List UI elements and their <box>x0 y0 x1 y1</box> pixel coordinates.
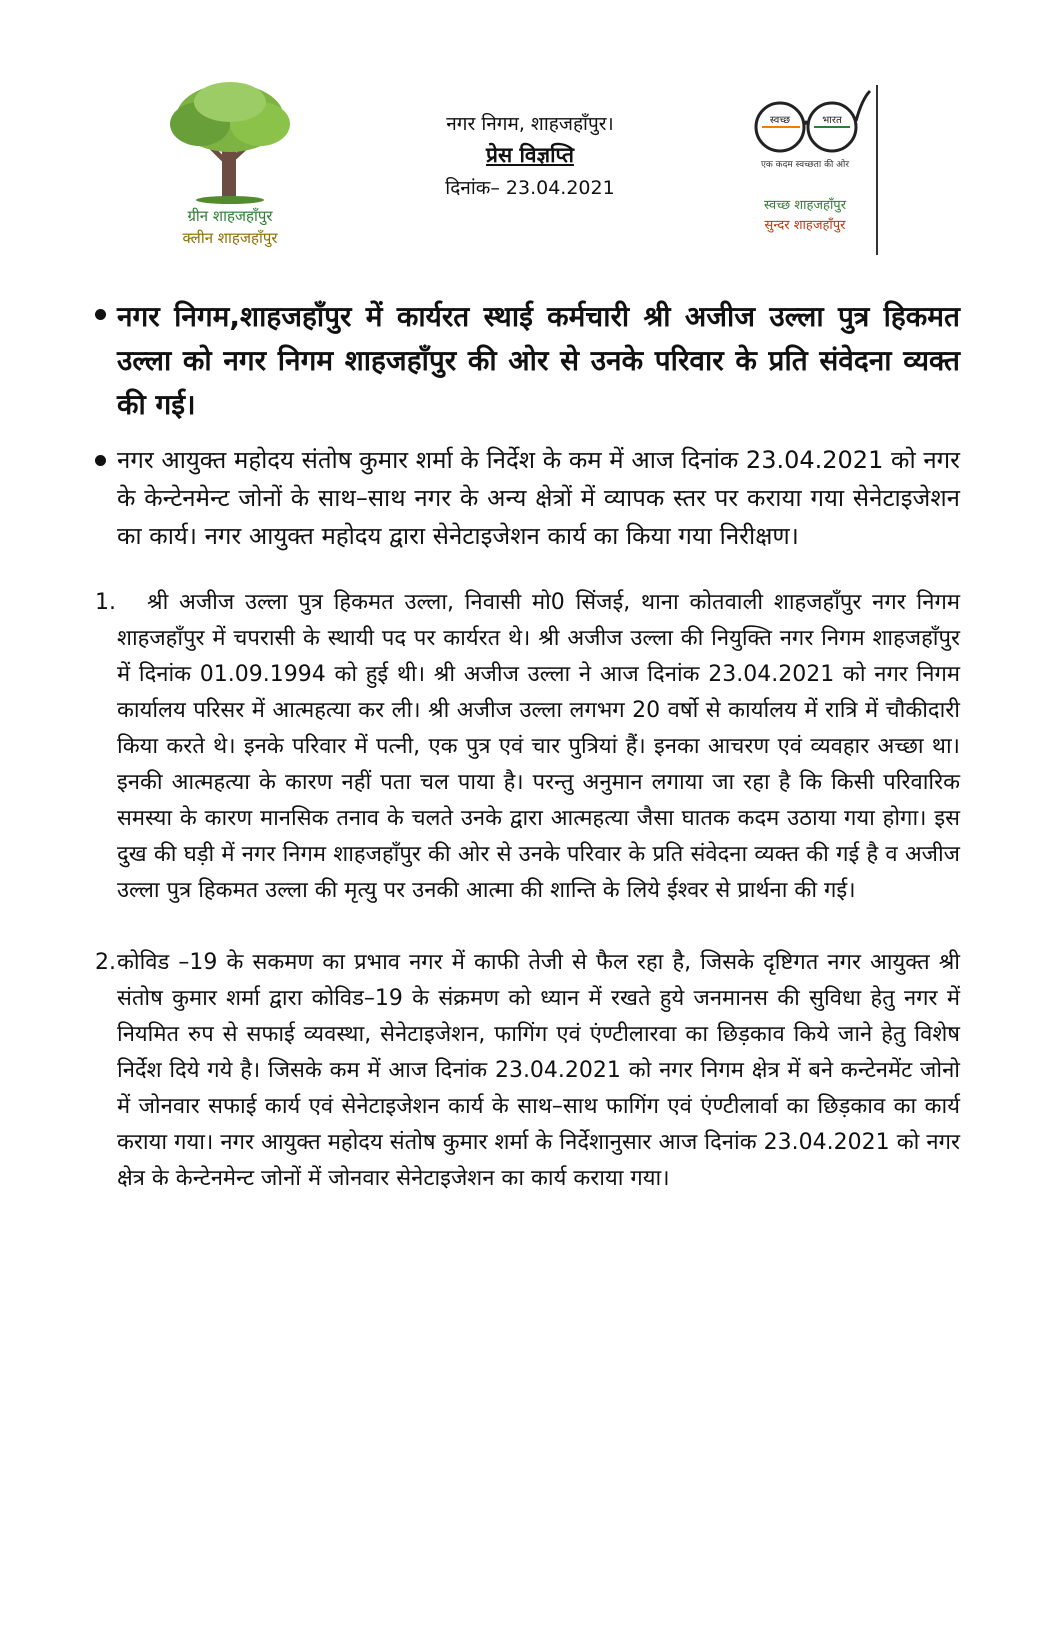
right-logo-tagline: एक कदम स्वच्छता की ओर <box>760 160 850 170</box>
paragraph-number: 1. <box>95 590 116 615</box>
green-shahjahanpur-logo <box>150 80 310 270</box>
release-date: दिनांक– 23.04.2021 <box>445 177 615 199</box>
left-logo-line1: ग्रीन शाहजहाँपुर <box>187 207 273 225</box>
paragraph-text: श्री अजीज उल्ला पुत्र हिकमत उल्ला, निवासी मो0 सिंजई, थाना कोतवाली शाहजहाँपुर नगर निगम शाहजहाँपुर में चपरासी के स्थायी पद पर कार्यरत थे। श्री अजीज उल्ला की नियुक्ति नगर निगम शाहजहाँपुर में दिनांक 01.09.1994 को हुई थी। श्री अजीज उल्ला ने आज दिनांक 23.04.2021 को नगर निगम कार्यालय परिसर में आत्महत्या कर ली। श्री अजीज उल्ला लगभग 20 वर्षो से कार्यालय में रात्रि में चौकीदारी किया करते थे। इनके परिवार में पत्नी, एक पुत्र एवं चार पुत्रियां हैं। इनका आचरण एवं व्यवहार अच्छा था। इनकी आत्महत्या के कारण नहीं पता चल पाया है। परन्तु अनुमान लगाया जा रहा है कि किसी परिवारिक समस्या के कारण मानसिक तनाव के चलते उनके द्वारा आत्महत्या जैसा घातक कदम उठाया गया होगा। इस दुख की घड़ी में नगर निगम शाहजहाँपुर की ओर से उनके परिवार के प्रति संवेदना व्यक्त की गई है व अजीज उल्ला पुत्र हिकमत उल्ला की मृत्यु पर उनकी आत्मा की शान्ति के लिये ईश्वर से प्रार्थना की गई। <box>117 590 960 903</box>
page-title: प्रेस विज्ञप्ति <box>486 143 574 167</box>
bullet-dot <box>95 455 106 466</box>
headline-bullet-text: नगर निगम,शाहजहाँपुर में कार्यरत स्थाई कर्मचारी श्री अजीज उल्ला पुत्र हिकमत उल्ला को नगर निगम शाहजहाँपुर की ओर से उनके परिवार के प्रति संवेदना व्यक्त की गई। <box>117 300 960 421</box>
right-logo-line1: स्वच्छ शाहजहाँपुर <box>763 198 847 213</box>
lens-left-label: स्वच्छ <box>769 115 791 126</box>
headline-bullet <box>95 295 960 427</box>
left-logo-line2: क्लीन शाहजहाँपुर <box>182 229 278 247</box>
header-divider <box>876 85 878 255</box>
glasses-icon <box>748 85 872 155</box>
swachh-bharat-logo <box>740 85 880 255</box>
press-release-heading <box>380 110 680 204</box>
paragraph-number: 2. <box>95 950 116 975</box>
bullet-dot <box>95 309 106 320</box>
letterhead <box>0 0 1054 285</box>
numbered-paragraph-2 <box>95 945 960 1197</box>
lens-right-label: भारत <box>822 115 842 126</box>
right-logo-line2: सुन्दर शाहजहाँपुर <box>764 218 846 233</box>
numbered-paragraph-1 <box>95 585 960 909</box>
summary-bullet-text: नगर आयुक्त महोदय संतोष कुमार शर्मा के निर्देश के कम में आज दिनांक 23.04.2021 को नगर के केन्टेनमेन्ट जोनों के साथ–साथ नगर के अन्य क्षेत्रों में व्यापक स्तर पर कराया गया सेनेटाइजेशन का कार्य। नगर आयुक्त महोदय द्वारा सेनेटाइजेशन कार्य का किया गया निरीक्षण। <box>117 446 960 550</box>
paragraph-text: कोविड –19 के सकमण का प्रभाव नगर में काफी तेजी से फैल रहा है, जिसके दृष्टिगत नगर आयुक्त श्री संतोष कुमार शर्मा द्वारा कोविड–19 के संक्रमण को ध्यान में रखते हुये जनमानस की सुविधा हेतु नगर में नियमित रुप से सफाई व्यवस्था, सेनेटाइजेशन, फागिंग एवं एंण्टीलारवा का छिड़काव किये जाने हेतु विशेष निर्देश दिये गये है। जिसके कम में आज दिनांक 23.04.2021 को नगर निगम क्षेत्र में बने कन्टेनमेंट जोनो में जोनवार सफाई कार्य एवं सेनेटाइजेशन कार्य के साथ–साथ फागिंग एवं एंण्टीलार्वा का छिड़काव का कार्य कराया गया। नगर आयुक्त महोदय संतोष कुमार शर्मा के निर्देशानुसार आज दिनांक 23.04.2021 को नगर क्षेत्र के केन्टेनमेन्ट जोनों में जोनवार सेनेटाइजेशन का कार्य कराया गया। <box>117 950 960 1191</box>
tree-icon <box>162 80 298 204</box>
organization-name: नगर निगम, शाहजहाँपुर। <box>446 113 614 135</box>
press-release-body <box>95 295 960 1197</box>
summary-bullet <box>95 441 960 555</box>
